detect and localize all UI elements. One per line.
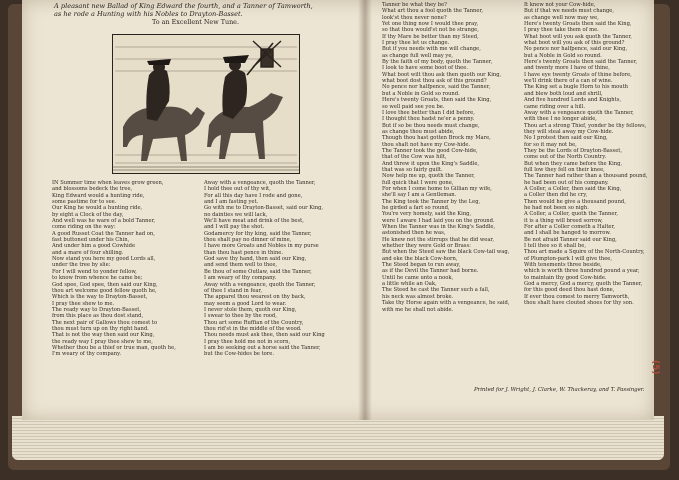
verse-line: and blew both loud and shrill, — [524, 90, 603, 97]
verse-line: I never stole them, quoth our King, — [204, 306, 297, 313]
verse-line: were I aware I had laid you on the ground. — [382, 217, 495, 224]
verse-line: we'll drink there of a can of wine. — [524, 78, 613, 85]
verse-line: He knew not the stirrups that he did wear, — [382, 236, 494, 243]
verse-line: and I will pay the shot. — [204, 224, 265, 231]
verse-line: with thee I no longer abide, — [524, 116, 597, 123]
verse-line: look'st thou never none? — [382, 14, 447, 21]
page-stack-edge — [12, 416, 664, 460]
verse-line: some pastime for to see. — [52, 199, 117, 206]
verse-line: But if that we needs must change, — [524, 8, 615, 15]
verse-line: and eke the black Cow-horn, — [382, 255, 458, 262]
woodcut-illustration — [112, 34, 300, 174]
verse-line: Thou art a strong Thief, yonder be thy fellows, — [524, 122, 647, 129]
verse-line: what boot dost thou ask of this ground? — [382, 78, 487, 85]
verse-line: Take thy Horse again with a vengeance, he said, — [382, 300, 510, 307]
verse-line: it is a thing will breed sorrow, — [524, 217, 603, 224]
verse-line: And threw it upon the King's Saddle, — [382, 160, 480, 167]
verse-line: For after a Coller cometh a Halter, — [524, 224, 616, 231]
verse-line: A Coller, a Coller, quoth the Tanner, — [524, 211, 618, 218]
verse-line: for so it may not be, — [524, 141, 577, 148]
verse-line: God a mercy, God a mercy, quoth the Tanner, — [524, 281, 643, 288]
verse-line: What art thou a fool quoth the Tanner, — [382, 8, 484, 15]
verse-line: under the tree by slie: — [52, 262, 111, 269]
verse-column-2 — [204, 180, 354, 358]
verse-line: full low they fell on their knee, — [524, 166, 605, 173]
verse-line: I love thee better than I did before, — [382, 109, 475, 116]
verse-line: God spee, God spee, then said our King, — [52, 281, 158, 288]
verse-line: For all this day have I rode and gone, — [204, 192, 303, 199]
verse-line: from this place as thou dost stand, — [52, 313, 144, 320]
verse-line: The next pair of Gallows thou comest to — [52, 319, 158, 326]
verse-line: no dainties we will lack, — [204, 211, 268, 218]
verse-line: Here's twenty Groats then said the King, — [524, 21, 632, 28]
verse-line: Here's twenty Groats, then said the King, — [382, 97, 492, 104]
open-book-spread — [22, 0, 654, 420]
verse-line: That is not the way then said our King, — [52, 332, 155, 339]
verse-line: Be thou of some Outlaw, said the Tanner, — [204, 268, 312, 275]
woodcut-riders-image — [113, 35, 299, 173]
verse-line: come out of the North Country. — [524, 154, 607, 161]
verse-line: You're very homely, said the King, — [382, 211, 472, 218]
verse-column-4 — [524, 2, 650, 307]
verse-line: but a Noble in Gold so round. — [382, 90, 460, 97]
verse-line: Away with a vengeance, quoth the Tanner, — [204, 180, 316, 186]
verse-line: And under him a good Cowhide — [52, 243, 136, 250]
verse-line: and blossoms bedeck the tree, — [52, 186, 133, 193]
verse-line: as change thou must abide, — [382, 128, 455, 135]
verse-line: Thou art made a Squire of the North-Country, — [524, 249, 645, 256]
ballad-title — [54, 2, 344, 18]
verse-line: The Tanner took the good Cow-hide, — [382, 147, 478, 154]
verse-line: Go with me to Drayton-Basset, said our King, — [204, 205, 324, 212]
verse-line: Thou art some Ruffian of the Country, — [204, 319, 304, 326]
verse-line: And five hundred Lords and Knights, — [524, 97, 622, 104]
verse-line: and a mare of four shilling. — [52, 249, 124, 256]
verse-line: Be not afraid Tanner said our King, — [524, 236, 617, 243]
verse-line: what boot will you ask of this ground? — [524, 40, 625, 47]
verse-line: I hold thee out of thy wit, — [204, 186, 271, 193]
verse-line: Whether thou be a thief or true man, quoth he, — [52, 344, 176, 351]
verse-line: as change full well may ye, — [382, 52, 454, 59]
title-line-1: A pleasant new Ballad of King Edward the fourth, and a Tanner of Tamworth, — [54, 2, 313, 10]
verse-line: but a Noble in Gold so round. — [524, 52, 602, 59]
verse-line: full quick that I were gone, — [382, 179, 454, 186]
verse-line: as change well now may we, — [524, 14, 599, 21]
verse-line: I pray thee shew to me. — [52, 300, 115, 307]
imprint-line: Printed for J. Wright, J. Clarke, W. Thackeray, and T. Passinger. — [474, 387, 645, 393]
verse-line: Now help me up, quoth the Tanner, — [382, 173, 475, 180]
verse-line: to know from whence he came be; — [52, 275, 143, 282]
verse-line: The Tanner had rather than a thousand pound, — [524, 173, 648, 180]
verse-line: with me he shall not abide. — [382, 306, 454, 313]
verse-line: For I will wend to yonder fellow, — [52, 268, 137, 275]
verse-line: I am weary of thy company. — [204, 275, 277, 282]
right-page — [374, 0, 646, 420]
verse-line: a little while an Oak, — [382, 281, 437, 288]
left-page — [32, 0, 354, 420]
verse-line: he girded a fart so round, — [382, 205, 450, 211]
verse-line: God save thy hand, then said our King, — [204, 256, 307, 263]
verse-column-3 — [382, 2, 518, 313]
verse-line: What boot wilt thou ask then quoth our King, — [382, 71, 502, 78]
verse-line: that was so fairly guilt. — [382, 166, 443, 173]
verse-line: With tenements three beside, — [524, 262, 602, 269]
verse-line: he had not been so nigh. — [524, 205, 589, 211]
book-gutter — [358, 0, 372, 420]
verse-line: for this good deed thou hast done, — [524, 287, 615, 294]
verse-line: thou art welcome good fellow quoth he, — [52, 287, 157, 294]
verse-line: A good Russet Coat the Tanner had on, — [52, 230, 155, 237]
verse-line: may seem a good Lord to wear. — [204, 300, 287, 307]
verse-line: and send them well to thee, — [204, 262, 278, 269]
verse-line: which is worth three hundred pound a year, — [524, 268, 640, 275]
verse-line: so well paid see you be. — [382, 103, 445, 110]
tune-line: To an Excellent New Tune. — [152, 18, 239, 26]
verse-line: But if so be thou needs must change, — [382, 122, 480, 129]
verse-line: If thy Mare be better than my Steed, — [382, 33, 479, 40]
verse-line: I swear to thee by the rood, — [204, 313, 277, 320]
verse-line: Thou needs must ask thee, then said our King — [204, 332, 325, 339]
verse-line: Our King he would a hunting ride, — [52, 205, 143, 212]
verse-line: Yet one thing now I would thee pray, — [382, 21, 479, 28]
verse-line: whether they were Gold or Brass: — [382, 243, 471, 250]
verse-line: he had been out of his company. — [524, 179, 609, 186]
verse-line: King Edward would a hunting ride, — [52, 192, 145, 199]
verse-line: as if the Devil the Tanner had borne. — [382, 268, 479, 275]
verse-line: thou rid'st in the middle of the wood. — [204, 325, 302, 332]
verse-line: By the faith of my body, quoth the Tanner, — [382, 59, 493, 66]
verse-line: thou shalt pay no dinner of mine, — [204, 237, 292, 244]
verse-line: that of the Cow was hilt, — [382, 154, 447, 161]
verse-line: I pray thee hold me not in scorn, — [204, 338, 291, 345]
verse-line: The Steed he cast the Tanner such a fall, — [382, 287, 490, 294]
verse-line: No I protest then said our King, — [524, 135, 608, 142]
verse-line: of thee I stand in fear, — [204, 287, 263, 294]
verse-line: And well was he ware of a bold Tanner, — [52, 218, 156, 225]
verse-line: Then would he give a thousand pound, — [524, 198, 626, 205]
verse-line: the ready way I pray thee shew to me, — [52, 338, 153, 345]
verse-line: to maintain thy good Cow-hide. — [524, 274, 607, 281]
verse-line: thou shalt not have my Cow-hide. — [382, 141, 471, 148]
verse-line: If ever thou comest to merry Tamworth, — [524, 293, 630, 300]
verse-line: astonished then he was, — [382, 230, 446, 237]
verse-line: But when the Steed saw the black Cow-tail wag, — [382, 249, 510, 256]
verse-line: No pence nor halfpence, said the Tanner, — [382, 84, 491, 91]
verse-line: It knew not your Cow-hide, — [524, 2, 596, 8]
verse-line: but the Cow-hides be tore. — [204, 351, 274, 358]
verse-line: But if you needs with me will change, — [382, 46, 481, 53]
verse-line: Here's twenty Groats then said the Tanner, — [524, 59, 638, 66]
verse-line: and I shall be hanged to morrow. — [524, 230, 611, 237]
verse-line: came riding over a hill. — [524, 103, 586, 110]
verse-line: than thou hast pence in thine. — [204, 249, 284, 256]
verse-column-1 — [52, 180, 202, 358]
verse-line: The apparel thou wearest on thy back, — [204, 294, 306, 301]
verse-line: The King took the Tanner by the Leg, — [382, 198, 481, 205]
verse-line: and twenty more I have of thine, — [524, 65, 610, 72]
verse-line: When the Tanner was in the King's Saddle, — [382, 224, 496, 231]
verse-line: No pence nor halfpence, said our King, — [524, 46, 628, 53]
verse-line: they will steal away my Cow-hide. — [524, 128, 614, 135]
verse-line: I have eye twenty Groats of thine before, — [524, 71, 632, 78]
verse-line: Away with a vengeance, quoth the Tanner, — [204, 281, 316, 288]
verse-line: Tanner be what they be? — [382, 2, 447, 8]
verse-line: The Steed began to run away, — [382, 262, 461, 269]
verse-line: I pray thee take them of me. — [524, 27, 599, 34]
verse-line: For when I come home to Gillian my wife, — [382, 185, 492, 192]
verse-line: We'll have meat and drink of the best, — [204, 218, 304, 225]
verse-line: The ready way to Drayton-Basset, — [52, 306, 142, 313]
verse-line: I thought thou hadst ne'er a penny. — [382, 116, 475, 123]
verse-line: I pray thee let us change. — [382, 40, 450, 47]
verse-line: Now stand you here my good Lords all, — [52, 256, 156, 263]
verse-line: Until he came unto a nook, — [382, 274, 454, 281]
verse-line: so that thou would'st not be strange, — [382, 27, 479, 34]
verse-line: fast buttoned under his Chin, — [52, 237, 130, 244]
verse-line: I look to have some boot of thee. — [382, 65, 468, 72]
verse-line: she'll say I am a Gentleman. — [382, 192, 457, 199]
verse-line: of Plumpton-park I will give thee, — [524, 255, 613, 262]
title-line-2: as he rode a Hunting with his Nobles to Drayton-Basset. — [54, 10, 243, 18]
verse-line: come riding on the way: — [52, 224, 116, 231]
verse-line: Though thou hast gotten Brock my Mare, — [382, 135, 491, 142]
verse-line: I am bo seeking out a horse said the Tanner, — [204, 344, 321, 351]
verse-line: I have more Groats and Nobles in my purse — [204, 243, 319, 250]
verse-line: But when they came before the King, — [524, 160, 623, 167]
verse-line: his neck was almost broke. — [382, 293, 454, 300]
verse-line: Godamercy for thy king, said the Tanner, — [204, 230, 312, 237]
verse-line: a Coller then did he cry, — [524, 192, 588, 199]
verse-line: and I am fasting yet. — [204, 199, 259, 206]
verse-line: They be the Lords of Drayton-Basset, — [524, 147, 623, 154]
verse-line: I tell thee so it shall be, — [524, 243, 586, 250]
verse-line: Away with a vengeance quoth the Tanner, — [524, 109, 634, 116]
verse-line: What boot will you ask quoth the Tanner, — [524, 33, 632, 40]
verse-line: The King set a bugle Horn to his mouth — [524, 84, 629, 91]
verse-line: I'm weary of thy company. — [52, 351, 121, 358]
verse-line: thou must turn up on thy right hand. — [52, 325, 149, 332]
verse-line: thou shalt have clouted shoes for thy son. — [524, 300, 634, 307]
verse-line: A Coller, a Coller, then said the King, — [524, 185, 622, 192]
library-stamp: (5) — [650, 360, 660, 375]
verse-line: IN Summer time when leaves grow green, — [52, 180, 164, 186]
verse-line: by eight a Clock of the day, — [52, 211, 124, 218]
verse-line: Which is the way to Drayton-Basset, — [52, 294, 148, 301]
